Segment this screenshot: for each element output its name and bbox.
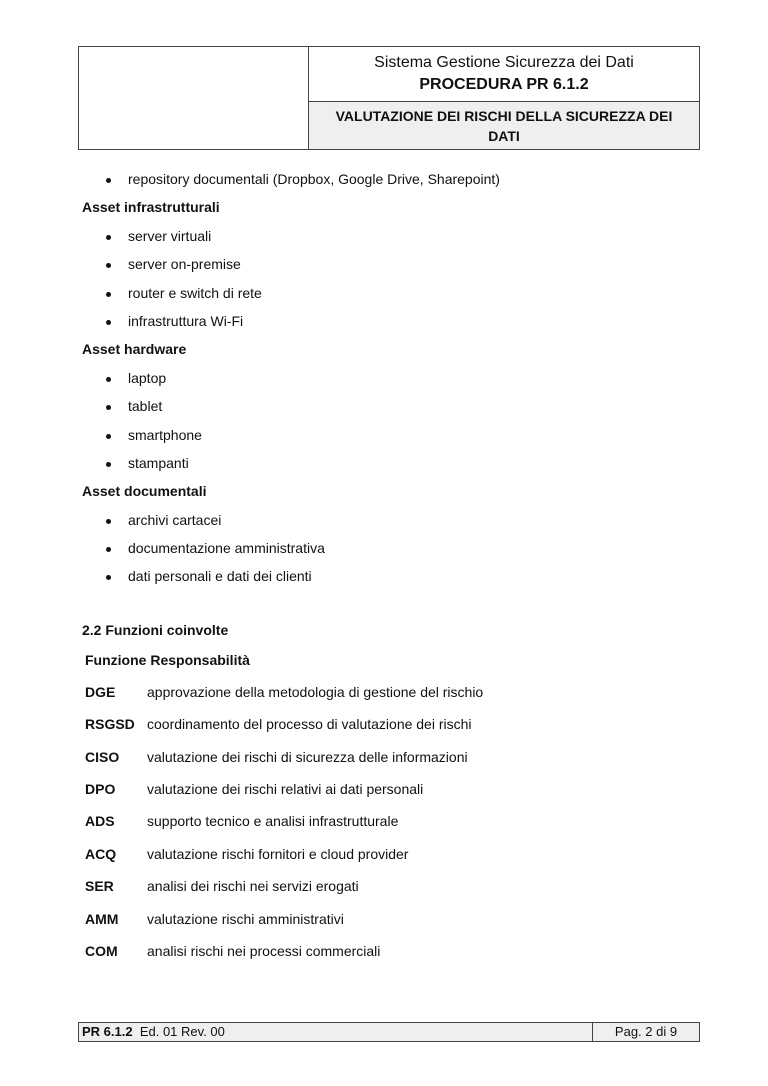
list-item: stampanti xyxy=(82,452,682,480)
footer-doc-info xyxy=(79,1023,593,1041)
table-row xyxy=(82,810,682,842)
bullet-icon xyxy=(106,434,111,439)
section-title-infrastructure: Asset infrastrutturali xyxy=(82,199,220,216)
procedure-subject: VALUTAZIONE DEI RISCHI DELLA SICUREZZA DEI DATI xyxy=(309,102,699,149)
table-row xyxy=(82,681,682,713)
list-item: tablet xyxy=(82,395,682,423)
list-item: smartphone xyxy=(82,424,682,452)
function-desc: supporto tecnico e analisi infrastrutturale xyxy=(147,813,399,830)
function-desc: valutazione dei rischi di sicurezza delle informazioni xyxy=(147,748,468,765)
list-item: router e switch di rete xyxy=(82,282,682,310)
list-item: repository documentali (Dropbox, Google Drive, Sharepoint) xyxy=(82,168,682,196)
system-title: Sistema Gestione Sicurezza dei Dati xyxy=(374,54,634,71)
bullet-icon xyxy=(106,519,111,524)
function-desc: coordinamento del processo di valutazione dei rischi xyxy=(147,716,472,733)
header-top-cell xyxy=(309,47,699,102)
function-code: DGE xyxy=(85,683,116,700)
document-header xyxy=(78,46,700,150)
bullet-icon xyxy=(106,377,111,382)
function-desc: valutazione dei rischi relativi ai dati personali xyxy=(147,781,424,798)
function-desc: valutazione rischi fornitori e cloud provider xyxy=(147,845,409,862)
bullet-icon xyxy=(106,547,111,552)
table-row xyxy=(82,746,682,778)
section-title-hardware: Asset hardware xyxy=(82,341,187,358)
logo-cell xyxy=(79,47,309,149)
section-heading-functions: 2.2 Funzioni coinvolte xyxy=(82,621,229,638)
function-code: AMM xyxy=(85,910,119,927)
function-code: ADS xyxy=(85,813,115,830)
functions-table-header xyxy=(82,649,682,681)
function-code: COM xyxy=(85,942,118,959)
list-item: infrastruttura Wi-Fi xyxy=(82,310,682,338)
bullet-icon xyxy=(106,320,111,325)
table-row xyxy=(82,940,682,972)
function-code: SER xyxy=(85,878,114,895)
list-item: dati personali e dati dei clienti xyxy=(82,565,682,593)
procedure-title: PROCEDURA PR 6.1.2 xyxy=(419,76,589,93)
function-desc: analisi rischi nei processi commerciali xyxy=(147,942,381,959)
table-row xyxy=(82,843,682,875)
bullet-icon xyxy=(106,235,111,240)
document-footer xyxy=(78,1022,700,1042)
list-item: archivi cartacei xyxy=(82,509,682,537)
bullet-icon xyxy=(106,263,111,268)
list-item: server virtuali xyxy=(82,225,682,253)
list-item: server on-premise xyxy=(82,253,682,281)
document-body xyxy=(82,168,682,972)
section-title-documents: Asset documentali xyxy=(82,483,207,500)
header-title-cells xyxy=(309,47,699,149)
column-header-function: Funzione xyxy=(85,651,147,668)
bullet-icon xyxy=(106,462,111,467)
bullet-icon xyxy=(106,405,111,410)
list-item: documentazione amministrativa xyxy=(82,537,682,565)
function-code: ACQ xyxy=(85,845,117,862)
footer-doc-code: PR 6.1.2 xyxy=(82,1024,133,1039)
function-desc: valutazione rischi amministrativi xyxy=(147,910,344,927)
bullet-icon xyxy=(106,575,111,580)
bullet-icon xyxy=(106,292,111,297)
function-desc: analisi dei rischi nei servizi erogati xyxy=(147,878,359,895)
function-code: DPO xyxy=(85,781,116,798)
function-desc: approvazione della metodologia di gestione del rischio xyxy=(147,683,484,700)
table-row xyxy=(82,908,682,940)
list-item: laptop xyxy=(82,367,682,395)
table-row xyxy=(82,778,682,810)
function-code: RSGSD xyxy=(85,716,135,733)
column-header-responsibility: Responsabilità xyxy=(150,651,250,668)
footer-page-number: Pag. 2 di 9 xyxy=(614,1024,678,1039)
bullet-icon xyxy=(106,178,111,183)
footer-edition: Ed. 01 Rev. 00 xyxy=(139,1024,225,1039)
table-row xyxy=(82,713,682,745)
function-code: CISO xyxy=(85,748,120,765)
table-row xyxy=(82,875,682,907)
